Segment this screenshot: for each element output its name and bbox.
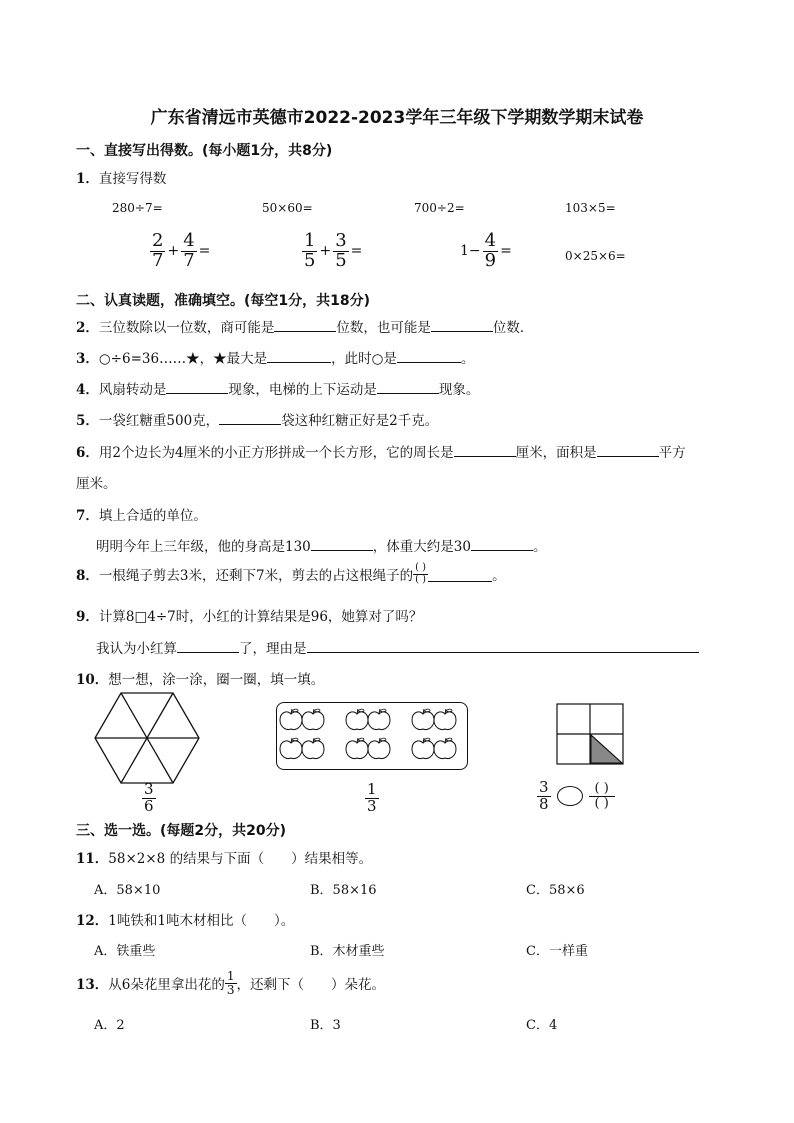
question-7-line: 明明今年上三年级，他的身高是130 ，体重大约是30 。	[96, 535, 546, 555]
question-12: 12．1吨铁和1吨木材相比（ ）。	[76, 913, 295, 929]
question-13: 13． 从6朵花里拿出花的 $\frac{1}{3}$ ，还剩下（ ）朵花。	[76, 969, 386, 997]
question-2: 2．三位数除以一位数，商可能是 位数，也可能是 位数．	[76, 316, 533, 336]
section-3-heading: 三、选一选。(每题2分，共20分)	[76, 823, 287, 839]
operator: +	[167, 243, 180, 260]
question-9-line: 我认为小红算 了，理由是	[96, 637, 699, 657]
option-a[interactable]: A．2	[94, 1018, 125, 1033]
calc-item: 0×25×6=	[565, 249, 626, 263]
question-1	[76, 167, 166, 187]
question-5: 5．一袋红糖重500克， 袋这种红糖正好是2千克。	[76, 409, 438, 429]
compare-circle[interactable]	[557, 786, 583, 806]
question-11: 11．58×2×8 的结果与下面（ ）结果相等。	[76, 851, 373, 867]
answer-blank[interactable]	[177, 638, 239, 653]
apple-icon	[346, 738, 368, 759]
apple-icon	[280, 738, 302, 759]
section-1-heading: 一、直接写出得数。(每小题1分，共8分)	[76, 143, 333, 159]
option-a[interactable]: A．铁重些	[94, 944, 156, 959]
calc-item: 700÷2=	[414, 201, 465, 215]
section-2-heading: 二、认真读题，准确填空。(每空1分，共18分)	[76, 293, 371, 309]
fraction: $\frac{2}{7}$	[152, 230, 164, 271]
fraction-expression-2	[302, 232, 362, 271]
answer-blank[interactable]	[471, 536, 533, 551]
hexagon-fraction: $\frac{3}{6}$	[144, 780, 154, 815]
fraction: $\frac{4}{9}$	[484, 230, 497, 271]
equals: =	[350, 243, 363, 260]
square-grid-figure	[556, 703, 624, 765]
calc-item: 103×5=	[565, 201, 616, 215]
apple-grid	[277, 703, 467, 769]
answer-blank[interactable]	[274, 317, 336, 332]
question-text: 直接写得数	[98, 171, 167, 187]
answer-blank[interactable]	[397, 348, 461, 363]
question-8: 8． 一根绳子剪去3米，还剩下7米，剪去的占这根绳子的 $\frac{( )}{( )}$ 。	[76, 562, 506, 585]
answer-blank[interactable]	[597, 442, 659, 457]
apple-icon	[368, 738, 390, 759]
answer-blank[interactable]	[267, 348, 331, 363]
equals: =	[500, 243, 512, 260]
question-number: 1．	[76, 171, 99, 187]
fraction-expression-3	[460, 232, 512, 271]
apple-icon	[302, 738, 324, 759]
answer-blank[interactable]	[377, 379, 439, 394]
apple-icon	[434, 709, 456, 730]
apple-icon	[346, 709, 368, 730]
question-6: 6．用2个边长为4厘米的小正方形拼成一个长方形，它的周长是 厘米，面积是 平方	[76, 441, 686, 461]
hexagon-figure	[94, 692, 200, 784]
apple-icon	[302, 709, 324, 730]
reason-blank[interactable]	[307, 638, 699, 653]
answer-blank[interactable]	[431, 317, 493, 332]
question-9: 9．计算8□4÷7时，小红的计算结果是96，她算对了吗？	[76, 609, 423, 625]
apple-icon	[412, 738, 434, 759]
operator: +	[319, 243, 332, 260]
apple-icon	[434, 738, 456, 759]
option-b[interactable]: B．木材重些	[310, 944, 385, 959]
answer-blank[interactable]	[311, 536, 373, 551]
calc-item: 280÷7=	[112, 201, 163, 215]
fraction: $\frac{1}{5}$	[304, 230, 316, 271]
compare-fractions: $\frac{3}{8}$ $\frac{( )}{( )}$	[537, 780, 615, 813]
option-b[interactable]: B．3	[310, 1018, 341, 1033]
fraction: $\frac{3}{5}$	[335, 230, 347, 271]
question-10: 10．想一想，涂一涂，圈一圈，填一填。	[76, 672, 325, 688]
apple-box	[276, 702, 468, 770]
option-c[interactable]: C．一样重	[526, 944, 588, 959]
option-a[interactable]: A．58×10	[94, 883, 161, 898]
answer-blank[interactable]	[166, 379, 228, 394]
whole-number: 1−	[460, 243, 481, 260]
equals: =	[198, 243, 211, 260]
fraction: $\frac{1}{3}$	[226, 969, 235, 997]
question-6-continued: 厘米。	[76, 476, 117, 492]
answer-blank[interactable]	[219, 410, 281, 425]
question-4: 4．风扇转动是 现象，电梯的上下运动是 现象。	[76, 378, 479, 398]
apple-icon	[412, 709, 434, 730]
apple-icon	[280, 709, 302, 730]
fraction-expression-1	[150, 232, 210, 271]
apple-fraction: $\frac{1}{3}$	[367, 780, 377, 815]
option-c[interactable]: C．58×6	[526, 883, 585, 898]
question-7: 7．填上合适的单位。	[76, 508, 207, 524]
answer-blank[interactable]	[428, 567, 492, 582]
option-b[interactable]: B．58×16	[310, 883, 377, 898]
question-3: 3．○÷6=36……★，★最大是 ，此时○是 。	[76, 347, 474, 367]
option-c[interactable]: C．4	[526, 1018, 558, 1033]
page-title: 广东省清远市英德市2022-2023学年三年级下学期数学期末试卷	[150, 108, 644, 128]
apple-icon	[368, 709, 390, 730]
calc-item: 50×60=	[262, 201, 313, 215]
fraction: $\frac{4}{7}$	[183, 230, 195, 271]
fraction: $\frac{( )}{( )}$	[415, 562, 427, 585]
answer-blank[interactable]	[454, 442, 516, 457]
